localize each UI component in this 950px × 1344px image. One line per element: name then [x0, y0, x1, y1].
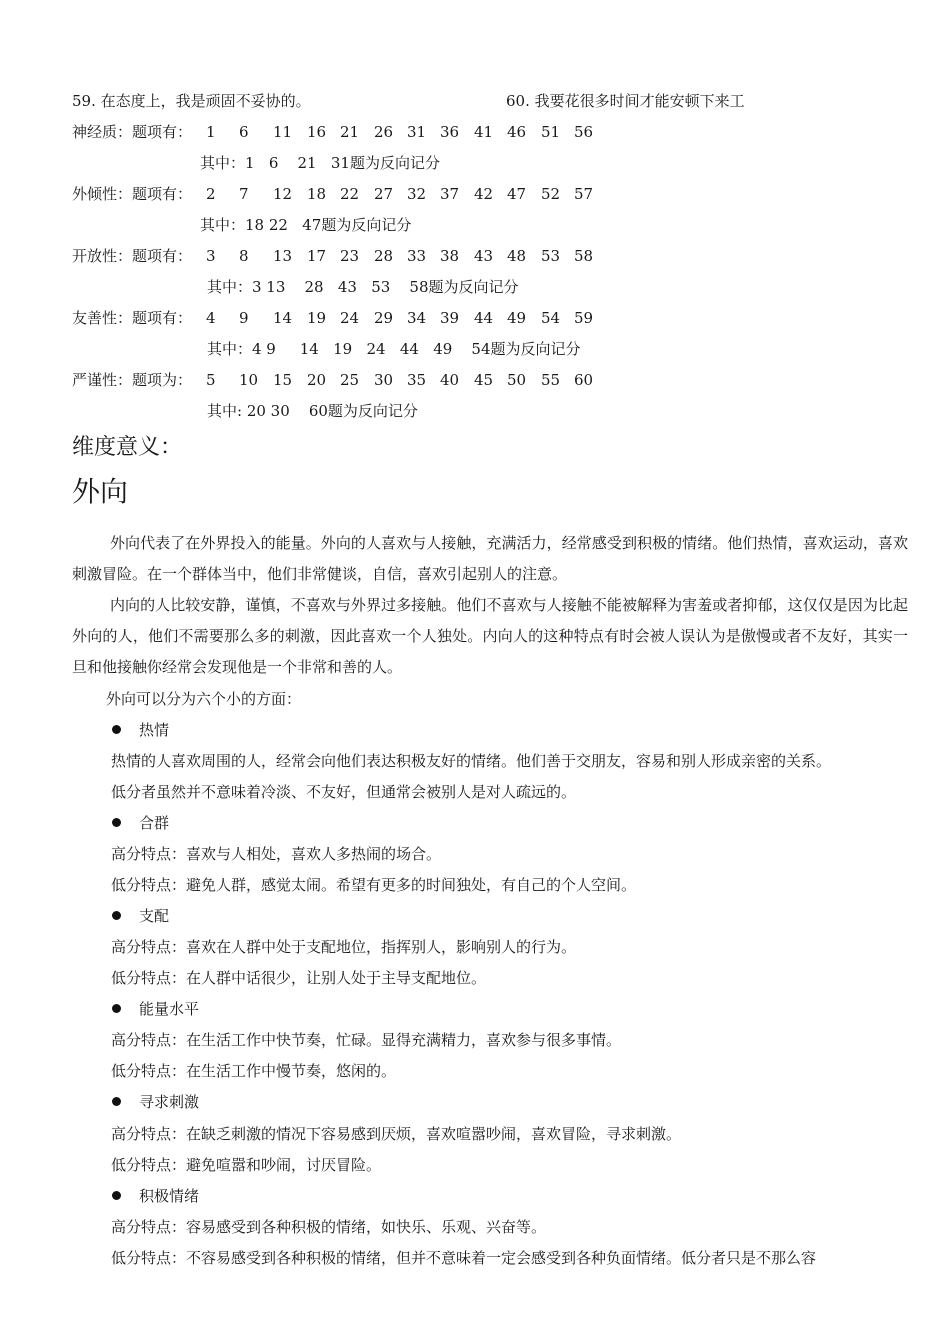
item-number: 59	[574, 309, 594, 327]
item-number: 25	[340, 371, 360, 389]
item-number: 27	[374, 185, 394, 203]
facet-heading	[112, 720, 169, 740]
item-number: 40	[440, 371, 460, 389]
reverse-note: 其中：3 13 28 43 53 58题为反向记分	[207, 278, 519, 296]
item-number: 3	[206, 247, 216, 265]
item-number: 22	[340, 185, 360, 203]
item-number: 56	[574, 123, 594, 141]
facet-line: 高分特点：喜欢与人相处，喜欢人多热闹的场合。	[111, 845, 442, 863]
facet-line: 低分特点：在生活工作中慢节奏，悠闲的。	[111, 1062, 397, 1080]
reverse-note: 其中：18 22 47题为反向记分	[200, 216, 412, 234]
item-number: 31	[407, 123, 427, 141]
bullet-icon	[112, 1191, 121, 1200]
paragraph: 外向可以分为六个小的方面：	[106, 690, 302, 708]
item-number: 11	[273, 123, 293, 141]
scoring-label: 开放性：题项有：	[72, 247, 193, 265]
scoring-label: 外倾性：题项有：	[72, 185, 193, 203]
facet-line: 低分特点：避免人群，感觉太闹。希望有更多的时间独处，有自己的个人空间。	[111, 876, 637, 894]
item-number: 33	[407, 247, 427, 265]
dimension-heading: 维度意义：	[72, 435, 183, 460]
item-number: 23	[340, 247, 360, 265]
item-number: 10	[239, 371, 259, 389]
item-number: 24	[340, 309, 360, 327]
bullet-icon	[112, 1004, 121, 1013]
item-number: 42	[474, 185, 494, 203]
item-number: 2	[206, 185, 216, 203]
item-number: 18	[307, 185, 327, 203]
facet-name: 热情	[139, 721, 170, 739]
item-number: 54	[541, 309, 561, 327]
item-number: 21	[340, 123, 360, 141]
facet-heading	[112, 1092, 199, 1112]
item-number: 5	[206, 371, 216, 389]
item-number: 19	[307, 309, 327, 327]
item-number: 41	[474, 123, 494, 141]
item-number: 30	[374, 371, 394, 389]
item-number: 17	[307, 247, 327, 265]
reverse-note: 其中：4 9 14 19 24 44 49 54题为反向记分	[207, 340, 581, 358]
facet-line: 低分特点：避免喧嚣和吵闹，讨厌冒险。	[111, 1156, 382, 1174]
facet-heading	[112, 999, 199, 1019]
facet-heading	[112, 813, 169, 833]
facet-name: 积极情绪	[139, 1187, 200, 1205]
item-number: 20	[307, 371, 327, 389]
item-number: 28	[374, 247, 394, 265]
facet-line: 高分特点：在缺乏刺激的情况下容易感到厌烦，喜欢喧嚣吵闹，喜欢冒险，寻求刺激。	[111, 1125, 682, 1143]
item-number: 51	[541, 123, 561, 141]
facet-line: 热情的人喜欢周围的人，经常会向他们表达积极友好的情绪。他们善于交朋友，容易和别人形成亲密的关系。	[111, 752, 832, 770]
item-number: 60	[574, 371, 594, 389]
bullet-icon	[112, 1097, 121, 1106]
item-59: 59. 在态度上，我是顽固不妥协的。	[72, 92, 311, 110]
paragraph: 内向的人比较安静，谨慎，不喜欢与外界过多接触。他们不喜欢与人接触不能被解释为害羞或者抑郁，这仅仅是因为比起外向的人，他们不需要那么多的刺激，因此喜欢一个人独处。内向人的这种特点有时会被人误认为是傲慢或者不友好，其实一旦和他接触你经常会发现他是一个非常和善的人。	[72, 596, 908, 676]
facet-line: 低分特点：不容易感受到各种积极的情绪，但并不意味着一定会感受到各种负面情绪。低分者只是不那么容	[111, 1249, 817, 1267]
item-number: 52	[541, 185, 561, 203]
item-number: 43	[474, 247, 494, 265]
item-number: 38	[440, 247, 460, 265]
item-number: 57	[574, 185, 594, 203]
item-number: 48	[507, 247, 527, 265]
scoring-label: 友善性：题项有：	[72, 309, 193, 327]
item-number: 26	[374, 123, 394, 141]
scoring-label: 神经质：题项有：	[72, 123, 193, 141]
item-number: 32	[407, 185, 427, 203]
item-number: 49	[507, 309, 527, 327]
item-number: 58	[574, 247, 594, 265]
scoring-label: 严谨性：题项为：	[72, 371, 193, 389]
facet-heading	[112, 1186, 199, 1206]
item-number: 45	[474, 371, 494, 389]
facet-heading	[112, 906, 169, 926]
facet-name: 合群	[139, 814, 170, 832]
reverse-note: 其中: 20 30 60题为反向记分	[207, 402, 418, 420]
item-number: 1	[206, 123, 216, 141]
item-number: 4	[206, 309, 216, 327]
item-number: 36	[440, 123, 460, 141]
item-number: 46	[507, 123, 527, 141]
item-number: 12	[273, 185, 293, 203]
item-number: 55	[541, 371, 561, 389]
item-number: 6	[239, 123, 249, 141]
item-number: 16	[307, 123, 327, 141]
item-number: 39	[440, 309, 460, 327]
facet-line: 高分特点：在生活工作中快节奏，忙碌。显得充满精力，喜欢参与很多事情。	[111, 1031, 622, 1049]
section-title: 外向	[72, 475, 129, 508]
item-number: 14	[273, 309, 293, 327]
item-number: 53	[541, 247, 561, 265]
item-number: 34	[407, 309, 427, 327]
item-number: 15	[273, 371, 293, 389]
facet-line: 高分特点：容易感受到各种积极的情绪，如快乐、乐观、兴奋等。	[111, 1218, 547, 1236]
item-number: 37	[440, 185, 460, 203]
facet-name: 支配	[139, 907, 170, 925]
item-number: 13	[273, 247, 293, 265]
facet-line: 低分者虽然并不意味着冷淡、不友好，但通常会被别人是对人疏远的。	[111, 783, 577, 801]
item-number: 9	[239, 309, 249, 327]
bullet-icon	[112, 725, 121, 734]
reverse-note: 其中：1 6 21 31题为反向记分	[200, 154, 440, 172]
item-number: 47	[507, 185, 527, 203]
bullet-icon	[112, 818, 121, 827]
item-number: 35	[407, 371, 427, 389]
item-number: 44	[474, 309, 494, 327]
facet-name: 寻求刺激	[139, 1093, 200, 1111]
item-number: 8	[239, 247, 249, 265]
facet-name: 能量水平	[139, 1000, 200, 1018]
item-number: 7	[239, 185, 249, 203]
bullet-icon	[112, 911, 121, 920]
facet-line: 低分特点：在人群中话很少，让别人处于主导支配地位。	[111, 969, 487, 987]
item-60: 60. 我要花很多时间才能安顿下来工	[506, 92, 745, 110]
item-number: 50	[507, 371, 527, 389]
paragraph: 外向代表了在外界投入的能量。外向的人喜欢与人接触，充满活力，经常感受到积极的情绪。他们热情，喜欢运动，喜欢刺激冒险。在一个群体当中，他们非常健谈，自信，喜欢引起别人的注意。	[72, 534, 908, 583]
facet-line: 高分特点：喜欢在人群中处于支配地位，指挥别人，影响别人的行为。	[111, 938, 577, 956]
item-number: 29	[374, 309, 394, 327]
